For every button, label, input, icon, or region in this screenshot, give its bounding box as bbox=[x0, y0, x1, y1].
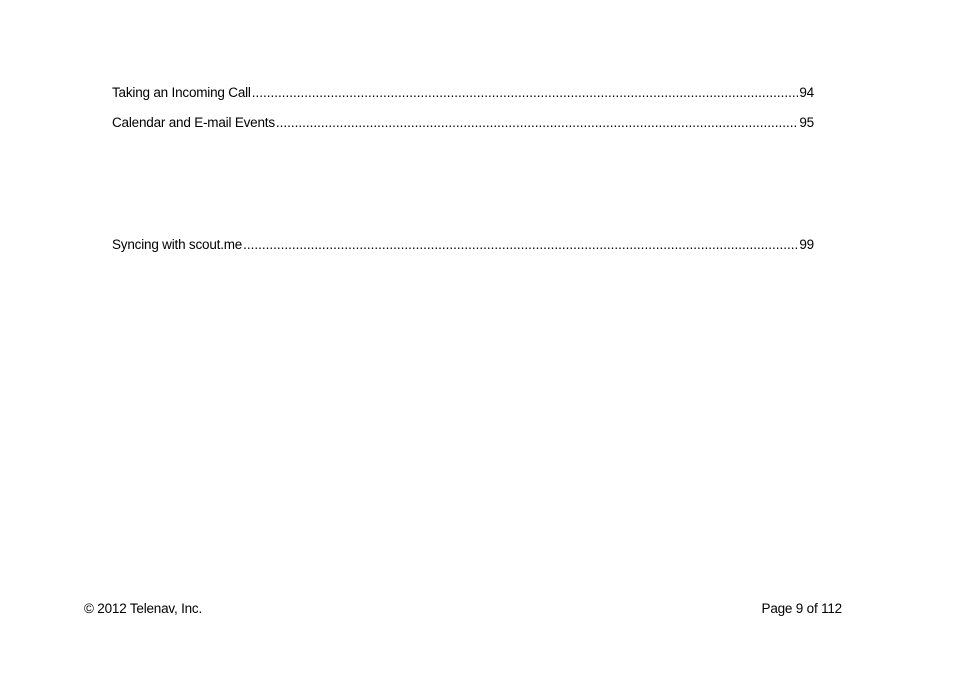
toc-dot-leader bbox=[252, 84, 799, 102]
toc-entry-title: Calendar and E-mail Events bbox=[112, 115, 275, 130]
toc-entry-title: Taking an Incoming Call bbox=[112, 85, 251, 100]
footer-copyright: © 2012 Telenav, Inc. bbox=[84, 601, 203, 616]
footer-page-number: Page 9 of 112 bbox=[761, 601, 842, 616]
toc-entry-syncing-scout-me[interactable] bbox=[112, 236, 814, 254]
toc-entry-page: 94 bbox=[799, 85, 814, 100]
toc-entry-title: Syncing with scout.me bbox=[112, 237, 243, 252]
toc-entry-calendar-email-events[interactable] bbox=[112, 114, 814, 132]
toc-dot-leader bbox=[243, 236, 798, 254]
toc-entry-page: 99 bbox=[799, 237, 814, 252]
toc-entry-taking-incoming-call[interactable] bbox=[112, 84, 814, 102]
toc-dot-leader bbox=[276, 114, 798, 132]
toc-entry-page: 95 bbox=[799, 115, 814, 130]
